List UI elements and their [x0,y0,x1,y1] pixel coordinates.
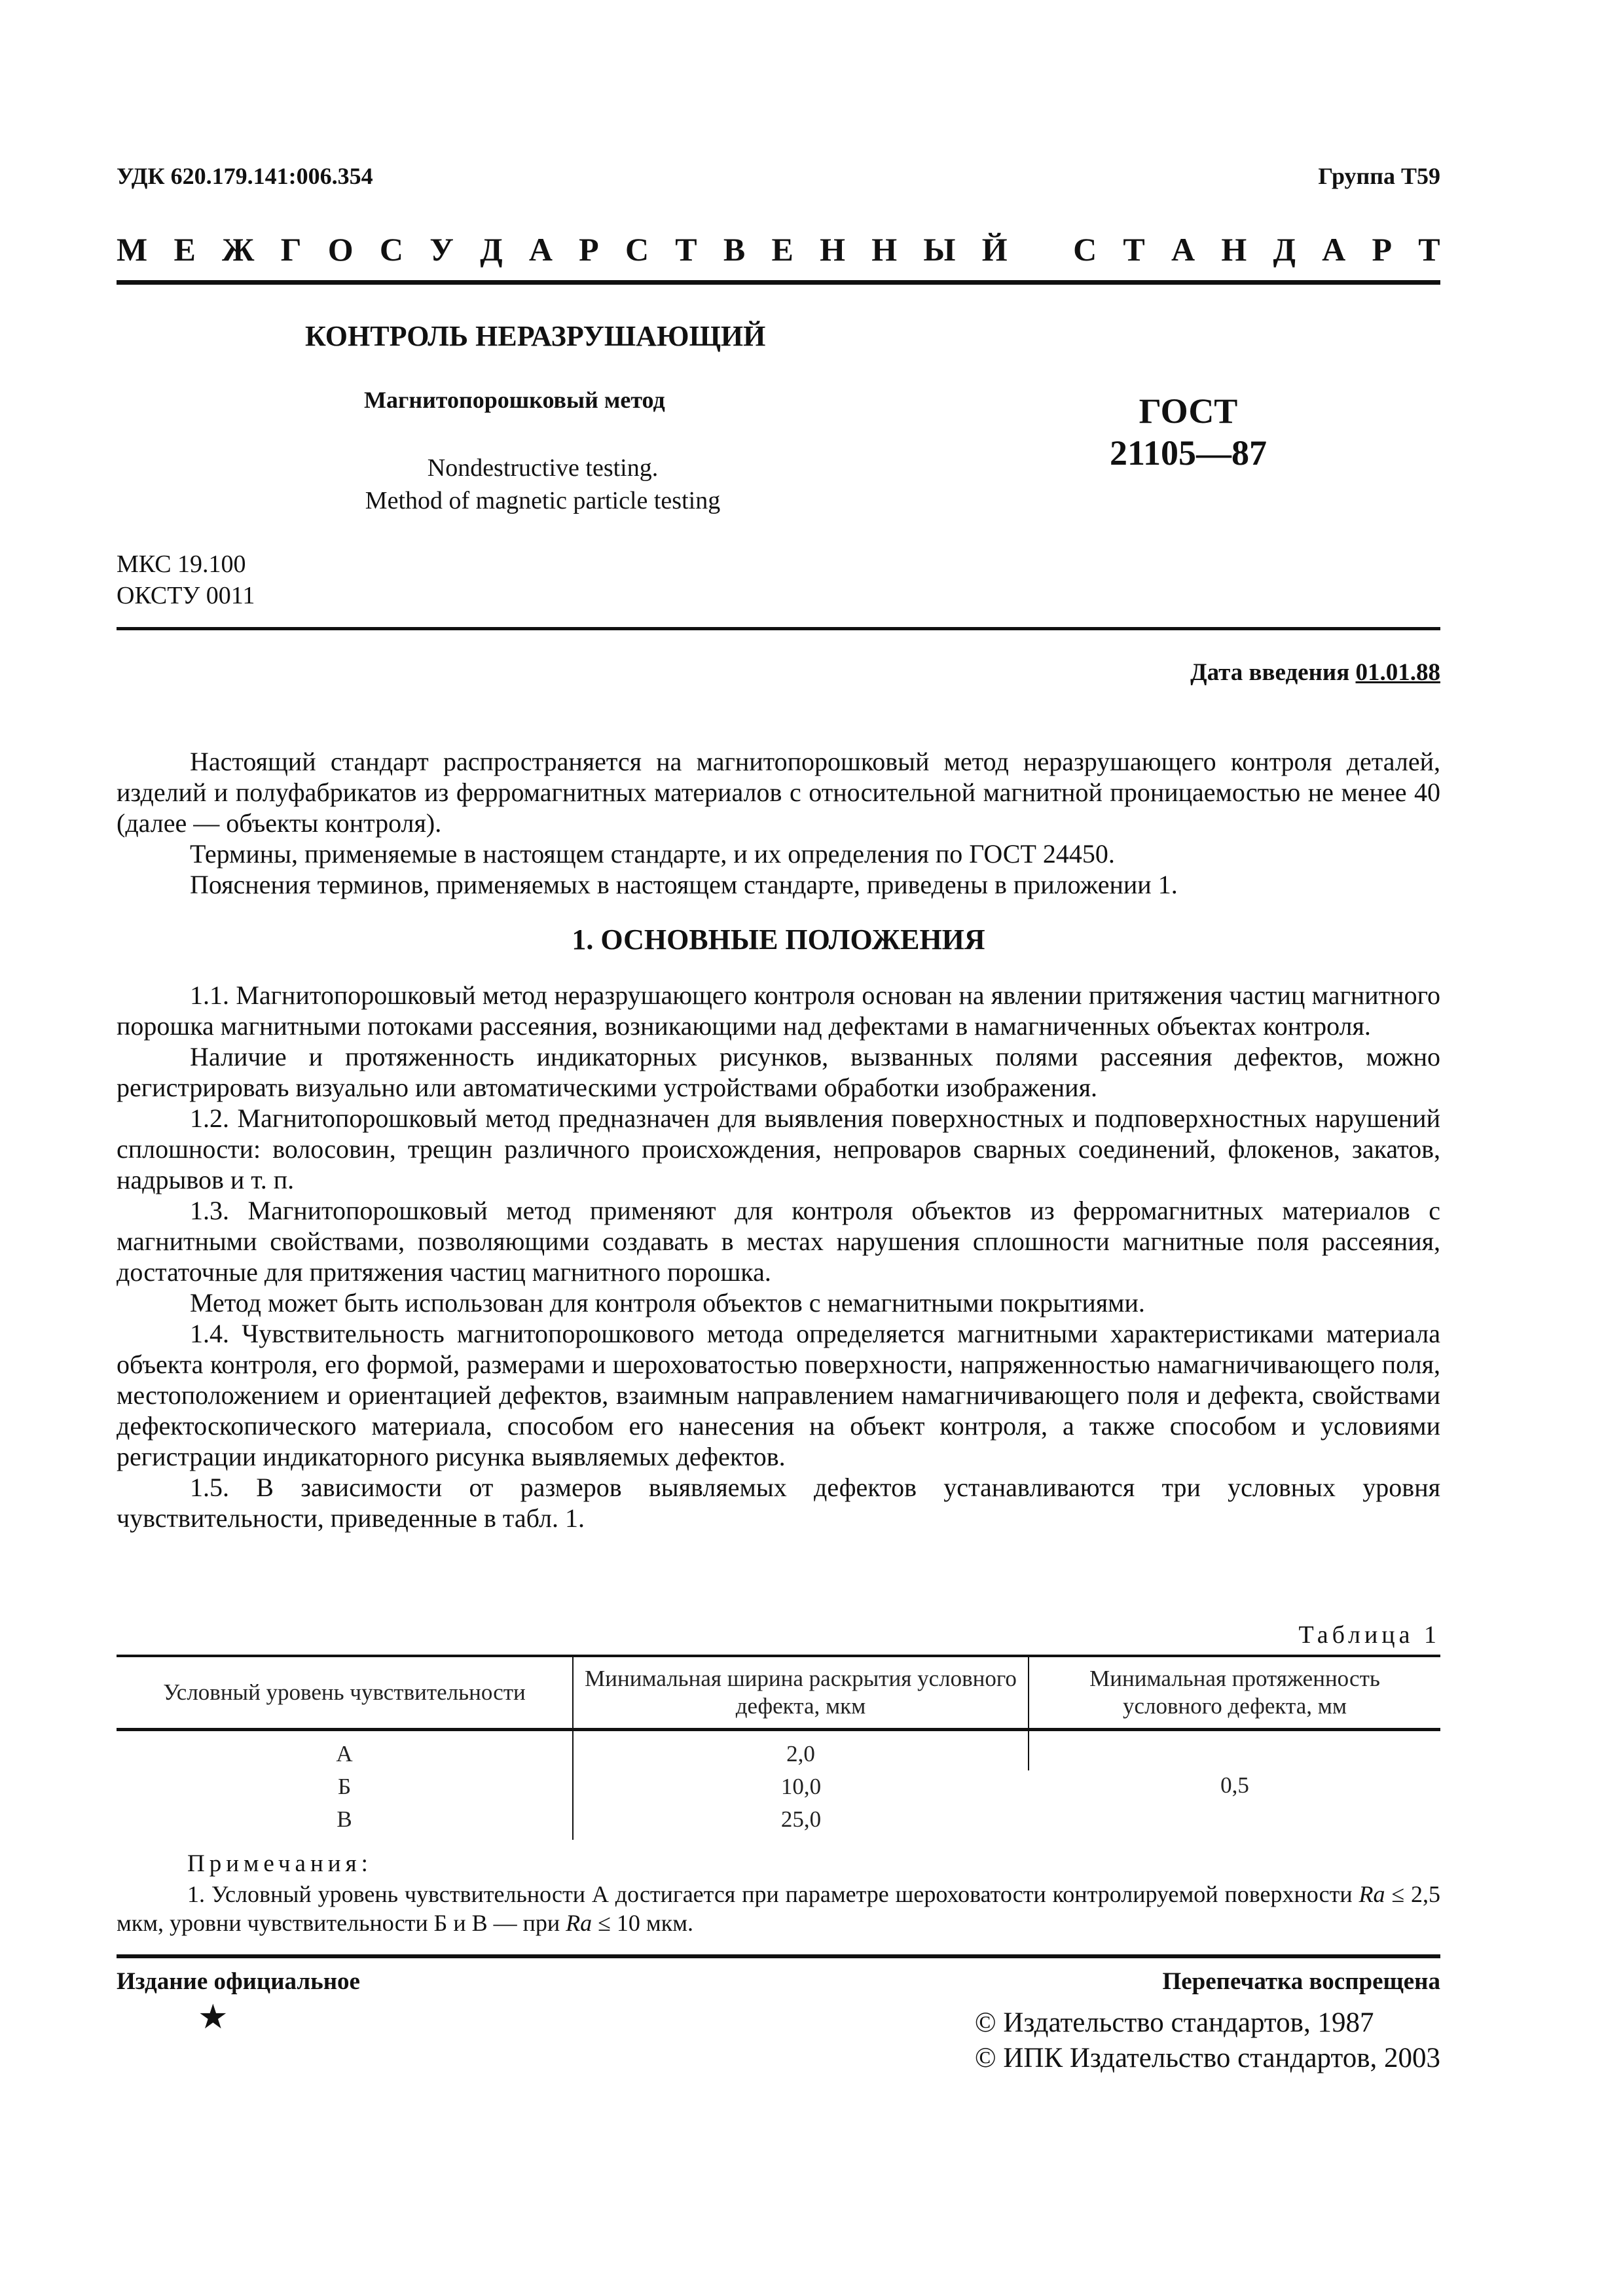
english-title [305,452,780,517]
table-cell-level: А [117,1729,573,1770]
intro-paragraph: Пояснения терминов, применяемых в настоящем стандарте, приведены в приложении 1. [190,870,1178,899]
table-cell-width: 2,0 [573,1729,1029,1770]
banner-letter: Д [1273,231,1296,268]
section-paragraph: 1.5. В зависимости от размеров выявляемых дефектов устанавливаются три условных уровня чувствительности, приведенные в табл. 1. [117,1473,1440,1533]
table-row [117,1729,1440,1770]
copyright-line: © ИПК Издательство стандартов, 2003 [974,2043,1440,2073]
copyright-line: © Издательство стандартов, 1987 [974,2007,1374,2038]
group-code: Группа Т59 [1318,163,1440,189]
mks-code: МКС 19.100 [117,550,246,578]
gost-number: 21105—87 [1109,433,1267,473]
banner-letter: А [528,231,553,268]
document-title: КОНТРОЛЬ НЕРАЗРУШАЮЩИЙ [305,320,766,352]
banner-letter: Т [1123,231,1145,268]
note-text: 1. Условный уровень чувствительности А достигается при параметре шероховатости контролируемой поверхности [187,1881,1359,1907]
section-paragraph: 1.4. Чувствительность магнитопорошкового метода определяется магнитными характеристиками материала объекта контроля, его формой, размерами и шероховатостью поверхности, напряженностью намагничивающего поля, местоположением и ориентацией дефектов, взаимным направлением намагничивающего поля и дефекта, свойствами дефектоскопического материала, способом его нанесения на объект контроля, а также способом и условиями регистрации индикаторного рисунка выявляемых дефектов. [117,1319,1440,1471]
ra-symbol: Ra [1359,1881,1385,1907]
banner-letter: С [625,231,649,268]
introduction-date [1190,658,1440,687]
footer-rule [117,1954,1440,1958]
top-rule [117,280,1440,285]
star-icon: ★ [198,1999,228,2036]
interstate-standard-banner [117,230,1440,268]
english-title-line2: Method of magnetic particle testing [365,487,721,514]
banner-letter: У [429,231,454,268]
document-subtitle: Магнитопорошковый метод [364,387,665,413]
udk-code: УДК 620.179.141:006.354 [117,163,373,189]
section-paragraph: Наличие и протяженность индикаторных рисунков, вызванных полями рассеяния дефектов, можно регистрировать визуально или автоматическими устройствами обработки изображения. [117,1042,1440,1102]
section-heading: 1. ОСНОВНЫЕ ПОЛОЖЕНИЯ [572,924,985,956]
note-text: ≤ 2,5 мкм, уровни чувствительности Б и В — при [117,1881,1441,1936]
table-cell-width: 25,0 [780,1806,822,1832]
reprint-notice: Перепечатка воспрещена [1162,1968,1440,1995]
banner-letter: Е [771,231,793,268]
intro-text [117,746,1440,900]
banner-letter: Н [871,231,898,268]
english-title-line1: Nondestructive testing. [427,454,659,482]
banner-letter: Ы [923,231,956,268]
section-paragraph: 1.3. Магнитопорошковый метод применяют для контроля объектов из ферромагнитных материалов с магнитными свойствами, позволяющими создавать в местах нарушения сплошности магнитные поля рассеяния, достаточные для притяжения частиц магнитного порошка. [117,1196,1440,1287]
banner-letter: С [379,231,404,268]
banner-letter: Ж [222,231,255,268]
gost-designation [1080,390,1296,474]
intro-paragraph: Термины, применяемые в настоящем стандарте, и их определения по ГОСТ 24450. [190,839,1115,869]
gost-label: ГОСТ [1139,391,1238,431]
section-paragraph: 1.2. Магнитопорошковый метод предназначен для выявления поверхностных и подповерхностных нарушений сплошности: волосовин, трещин различного происхождения, непроваров сварных соединений, флокенов, закатов, надрывов и т. п. [117,1103,1440,1194]
section-paragraph: 1.1. Магнитопорошковый метод неразрушающего контроля основан на явлении притяжения частиц магнитного порошка магнитными потоками рассеяния, возникающими над дефектами в намагниченных объектах контроля. [117,980,1440,1041]
notes-title: Примечания: [187,1850,373,1877]
copyright-block [975,2005,1440,2076]
okstu-code: ОКСТУ 0011 [117,582,255,609]
banner-letter: Н [820,231,845,268]
banner-letter: Т [675,231,697,268]
banner-letter: Д [480,231,503,268]
banner-letter: Й [981,231,1008,268]
table-header-level: Условный уровень чувствительности [117,1657,573,1729]
banner-letter: Е [173,231,196,268]
table-cell-length: 0,5 [1220,1772,1249,1798]
sensitivity-table [117,1655,1440,1840]
date-value: 01.01.88 [1355,659,1440,686]
intro-paragraph: Настоящий стандарт распространяется на магнитопорошковый метод неразрушающего контроля деталей, изделий и полуфабрикатов из ферромагнитных материалов с относительной магнитной проницаемостью не менее 40 (далее — объекты контроля). [117,747,1440,838]
banner-letter: Р [1372,231,1393,268]
table-header-length: Минимальная протяженность условного дефекта, мм [1029,1657,1440,1729]
note-1 [117,1880,1440,1937]
note-text: ≤ 10 мкм. [592,1910,693,1936]
classifier-rule [117,627,1440,630]
table-caption: Таблица 1 [1298,1621,1440,1649]
section-paragraph: Метод может быть использован для контроля объектов с немагнитными покрытиями. [190,1288,1145,1318]
banner-letter: О [327,231,354,268]
table-header-width: Минимальная ширина раскрытия условного дефекта, мкм [573,1657,1029,1729]
date-label: Дата введения [1190,659,1350,686]
banner-letter: Н [1221,231,1247,268]
banner-letter: Т [1418,231,1440,268]
banner-letter: В [723,231,746,268]
table-cell-width: 10,0 [780,1773,822,1799]
banner-letter: Р [579,231,599,268]
ra-symbol: Ra [566,1910,593,1936]
banner-letter: А [1322,231,1346,268]
official-edition-label: Издание официальное [117,1968,360,1995]
table-cell-level: Б [117,1770,573,1803]
banner-letter: Г [280,231,302,268]
classifiers [117,548,255,611]
banner-letter: М [117,231,148,268]
banner-gap [1034,230,1047,268]
section1-text [117,980,1440,1534]
banner-letter: А [1171,231,1195,268]
table-cell-level: В [117,1803,573,1840]
banner-letter: С [1073,231,1097,268]
